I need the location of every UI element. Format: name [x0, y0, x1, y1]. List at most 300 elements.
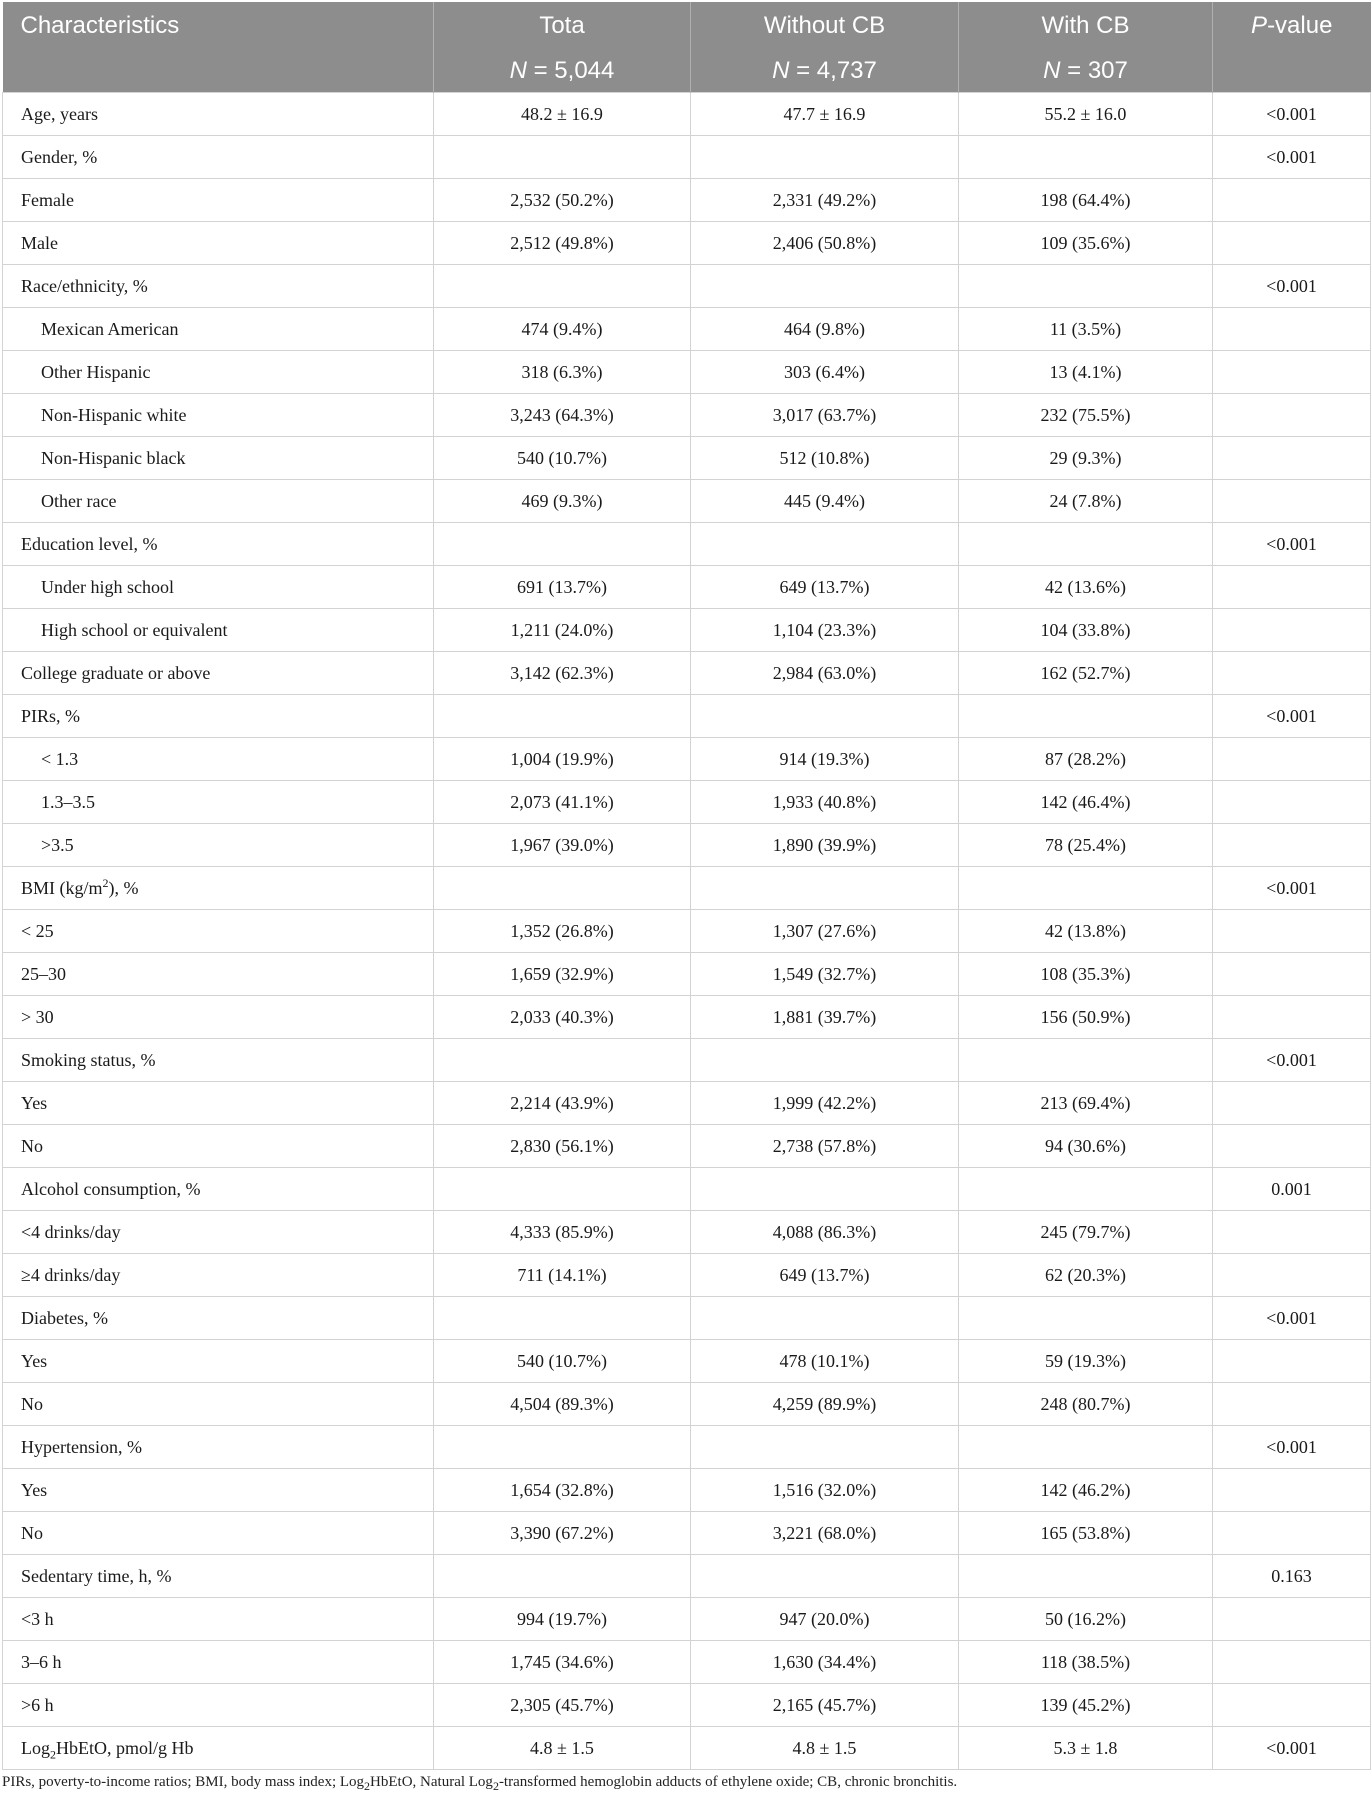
cell-without-cb — [691, 1168, 959, 1211]
row-label-text: Other Hispanic — [41, 361, 151, 382]
cell-without-cb: 2,738 (57.8%) — [691, 1125, 959, 1168]
cell-total — [434, 1426, 691, 1469]
table-row — [3, 953, 1371, 996]
cell-total: 1,745 (34.6%) — [434, 1641, 691, 1684]
table-row — [3, 1039, 1371, 1082]
row-label-text: ≥4 drinks/day — [21, 1264, 121, 1285]
table-row — [3, 136, 1371, 179]
row-label-text: <4 drinks/day — [21, 1221, 121, 1242]
cell-p-value: <0.001 — [1213, 136, 1371, 179]
row-label — [3, 1555, 434, 1598]
cell-p-value: <0.001 — [1213, 1727, 1371, 1770]
cell-p-value: <0.001 — [1213, 695, 1371, 738]
row-label — [3, 1340, 434, 1383]
table-row — [3, 1125, 1371, 1168]
cell-without-cb: 1,630 (34.4%) — [691, 1641, 959, 1684]
cell-without-cb: 2,984 (63.0%) — [691, 652, 959, 695]
table-row — [3, 1555, 1371, 1598]
row-label — [3, 1383, 434, 1426]
row-label-text: Diabetes, % — [21, 1307, 108, 1328]
cell-with-cb: 108 (35.3%) — [959, 953, 1213, 996]
row-label-text: Other race — [41, 490, 117, 511]
cell-with-cb: 78 (25.4%) — [959, 824, 1213, 867]
cell-p-value: <0.001 — [1213, 93, 1371, 136]
row-label-text: Hypertension, % — [21, 1436, 142, 1457]
row-label-text: Smoking status, % — [21, 1049, 156, 1070]
row-label-text: < 1.3 — [41, 748, 79, 769]
row-label-text: Gender, % — [21, 146, 98, 167]
row-label — [3, 523, 434, 566]
cell-p-value — [1213, 1125, 1371, 1168]
cell-without-cb: 3,221 (68.0%) — [691, 1512, 959, 1555]
cell-without-cb: 2,165 (45.7%) — [691, 1684, 959, 1727]
cell-p-value — [1213, 1598, 1371, 1641]
table-row — [3, 1641, 1371, 1684]
row-label-sup: 2 — [102, 875, 109, 890]
cell-total: 4,504 (89.3%) — [434, 1383, 691, 1426]
cell-total: 540 (10.7%) — [434, 1340, 691, 1383]
footnote-sub2: 2 — [492, 1779, 499, 1793]
row-label-text: >6 h — [21, 1694, 54, 1715]
cell-total — [434, 1297, 691, 1340]
row-label — [3, 1168, 434, 1211]
cell-without-cb: 1,549 (32.7%) — [691, 953, 959, 996]
cell-with-cb: 245 (79.7%) — [959, 1211, 1213, 1254]
cell-total: 994 (19.7%) — [434, 1598, 691, 1641]
row-label — [3, 695, 434, 738]
cell-with-cb: 142 (46.4%) — [959, 781, 1213, 824]
cell-p-value — [1213, 1082, 1371, 1125]
cell-with-cb: 198 (64.4%) — [959, 179, 1213, 222]
row-label-text: 1.3–3.5 — [41, 791, 95, 812]
table-row — [3, 523, 1371, 566]
cell-p-value — [1213, 1469, 1371, 1512]
row-label-text: > 30 — [21, 1006, 54, 1027]
cell-with-cb: 104 (33.8%) — [959, 609, 1213, 652]
cell-p-value — [1213, 394, 1371, 437]
row-label — [3, 652, 434, 695]
cell-total — [434, 523, 691, 566]
row-label — [3, 480, 434, 523]
cell-without-cb: 3,017 (63.7%) — [691, 394, 959, 437]
table-row — [3, 1512, 1371, 1555]
cell-p-value — [1213, 179, 1371, 222]
table-row — [3, 437, 1371, 480]
cell-with-cb: 42 (13.6%) — [959, 566, 1213, 609]
cell-without-cb: 2,331 (49.2%) — [691, 179, 959, 222]
cell-total: 474 (9.4%) — [434, 308, 691, 351]
cell-p-value — [1213, 1512, 1371, 1555]
cell-with-cb: 59 (19.3%) — [959, 1340, 1213, 1383]
cell-with-cb: 42 (13.8%) — [959, 910, 1213, 953]
row-label — [3, 1684, 434, 1727]
cell-with-cb: 62 (20.3%) — [959, 1254, 1213, 1297]
cell-total: 469 (9.3%) — [434, 480, 691, 523]
table-row — [3, 996, 1371, 1039]
cell-total: 711 (14.1%) — [434, 1254, 691, 1297]
header-p-rest: -value — [1267, 11, 1333, 39]
cell-p-value — [1213, 996, 1371, 1039]
footnote-part2: HbEtO, Natural Log — [370, 1774, 493, 1790]
cell-total — [434, 1039, 691, 1082]
cell-total: 3,243 (64.3%) — [434, 394, 691, 437]
header-n-without — [691, 49, 959, 93]
cell-without-cb: 1,104 (23.3%) — [691, 609, 959, 652]
n-label: N — [1043, 56, 1061, 84]
cell-without-cb: 1,890 (39.9%) — [691, 824, 959, 867]
cell-with-cb — [959, 695, 1213, 738]
cell-without-cb — [691, 695, 959, 738]
table-row — [3, 1168, 1371, 1211]
cell-with-cb: 11 (3.5%) — [959, 308, 1213, 351]
table-row — [3, 1727, 1371, 1770]
row-label-text: Yes — [21, 1092, 48, 1113]
row-label — [3, 953, 434, 996]
cell-p-value — [1213, 351, 1371, 394]
row-label-text: <3 h — [21, 1608, 54, 1629]
cell-p-value — [1213, 824, 1371, 867]
cell-p-value — [1213, 222, 1371, 265]
table-row — [3, 1469, 1371, 1512]
cell-total: 4,333 (85.9%) — [434, 1211, 691, 1254]
cell-without-cb — [691, 867, 959, 910]
row-label — [3, 566, 434, 609]
row-label — [3, 738, 434, 781]
cell-without-cb: 2,406 (50.8%) — [691, 222, 959, 265]
table-row — [3, 695, 1371, 738]
cell-total: 1,004 (19.9%) — [434, 738, 691, 781]
cell-with-cb — [959, 523, 1213, 566]
cell-without-cb — [691, 1426, 959, 1469]
n-label: N — [509, 56, 527, 84]
header-p-italic: P — [1251, 11, 1268, 39]
cell-p-value — [1213, 738, 1371, 781]
cell-without-cb: 303 (6.4%) — [691, 351, 959, 394]
cell-total — [434, 867, 691, 910]
cell-with-cb — [959, 867, 1213, 910]
cell-total: 48.2 ± 16.9 — [434, 93, 691, 136]
row-label-text: Education level, % — [21, 533, 158, 554]
row-label — [3, 1598, 434, 1641]
table-row — [3, 566, 1371, 609]
row-label — [3, 867, 434, 910]
cell-without-cb: 512 (10.8%) — [691, 437, 959, 480]
row-label-text: Non-Hispanic white — [41, 404, 187, 425]
cell-without-cb: 4,259 (89.9%) — [691, 1383, 959, 1426]
cell-without-cb — [691, 1297, 959, 1340]
cell-with-cb — [959, 1168, 1213, 1211]
table-row — [3, 1297, 1371, 1340]
cell-with-cb: 109 (35.6%) — [959, 222, 1213, 265]
cell-p-value — [1213, 308, 1371, 351]
row-label — [3, 1297, 434, 1340]
cell-p-value — [1213, 953, 1371, 996]
cell-total: 1,211 (24.0%) — [434, 609, 691, 652]
cell-total: 1,659 (32.9%) — [434, 953, 691, 996]
cell-p-value: <0.001 — [1213, 1039, 1371, 1082]
cell-total: 691 (13.7%) — [434, 566, 691, 609]
cell-without-cb: 478 (10.1%) — [691, 1340, 959, 1383]
table-row — [3, 1598, 1371, 1641]
cell-total: 2,830 (56.1%) — [434, 1125, 691, 1168]
row-label-text: No — [21, 1393, 43, 1414]
row-label — [3, 308, 434, 351]
row-label-text: Male — [21, 232, 58, 253]
row-label — [3, 437, 434, 480]
cell-p-value: <0.001 — [1213, 523, 1371, 566]
cell-with-cb: 162 (52.7%) — [959, 652, 1213, 695]
row-label-text: Under high school — [41, 576, 174, 597]
cell-without-cb: 4.8 ± 1.5 — [691, 1727, 959, 1770]
row-label-text: Mexican American — [41, 318, 179, 339]
row-label-text: 3–6 h — [21, 1651, 62, 1672]
table-container — [2, 2, 1370, 1770]
header-row — [3, 2, 1371, 49]
row-label — [3, 394, 434, 437]
row-label-text: Yes — [21, 1479, 48, 1500]
cell-p-value — [1213, 1684, 1371, 1727]
cell-p-value — [1213, 1340, 1371, 1383]
cell-with-cb — [959, 136, 1213, 179]
row-label-text: Age, years — [21, 103, 98, 124]
row-label-text: No — [21, 1522, 43, 1543]
cell-total: 2,033 (40.3%) — [434, 996, 691, 1039]
cell-without-cb: 1,516 (32.0%) — [691, 1469, 959, 1512]
cell-p-value: <0.001 — [1213, 1426, 1371, 1469]
table-row — [3, 179, 1371, 222]
row-label-tail: ), % — [108, 877, 139, 898]
n-without-value: = 4,737 — [789, 56, 877, 84]
row-label-sub: 2 — [50, 1747, 56, 1762]
row-label — [3, 996, 434, 1039]
row-label — [3, 910, 434, 953]
row-label — [3, 222, 434, 265]
row-label — [3, 781, 434, 824]
row-label-text: High school or equivalent — [41, 619, 228, 640]
footnote-part1: PIRs, poverty-to-income ratios; BMI, body mass index; Log — [2, 1774, 365, 1790]
header-n-p-blank — [1213, 49, 1371, 93]
cell-without-cb: 649 (13.7%) — [691, 1254, 959, 1297]
cell-p-value — [1213, 781, 1371, 824]
cell-total: 1,352 (26.8%) — [434, 910, 691, 953]
cell-p-value — [1213, 1211, 1371, 1254]
row-label-text: Race/ethnicity, % — [21, 275, 148, 296]
table-row — [3, 781, 1371, 824]
cell-total: 1,654 (32.8%) — [434, 1469, 691, 1512]
cell-without-cb: 1,999 (42.2%) — [691, 1082, 959, 1125]
cell-total — [434, 695, 691, 738]
cell-with-cb — [959, 1426, 1213, 1469]
cell-without-cb: 914 (19.3%) — [691, 738, 959, 781]
cell-p-value — [1213, 1641, 1371, 1684]
cell-total: 2,532 (50.2%) — [434, 179, 691, 222]
cell-with-cb: 142 (46.2%) — [959, 1469, 1213, 1512]
cell-total: 2,512 (49.8%) — [434, 222, 691, 265]
cell-without-cb — [691, 523, 959, 566]
table-footnote — [2, 1774, 957, 1791]
row-label — [3, 609, 434, 652]
footnote-sub: 2 — [364, 1779, 371, 1793]
row-label-text: Sedentary time, h, % — [21, 1565, 172, 1586]
cell-with-cb — [959, 1039, 1213, 1082]
cell-without-cb: 1,307 (27.6%) — [691, 910, 959, 953]
row-label — [3, 1039, 434, 1082]
cell-p-value: <0.001 — [1213, 867, 1371, 910]
cell-total — [434, 136, 691, 179]
cell-total — [434, 1555, 691, 1598]
cell-with-cb: 213 (69.4%) — [959, 1082, 1213, 1125]
cell-with-cb: 24 (7.8%) — [959, 480, 1213, 523]
row-label — [3, 265, 434, 308]
header-n-blank — [3, 49, 434, 93]
cell-with-cb: 55.2 ± 16.0 — [959, 93, 1213, 136]
table-row — [3, 1082, 1371, 1125]
table-row — [3, 652, 1371, 695]
cell-with-cb: 139 (45.2%) — [959, 1684, 1213, 1727]
cell-p-value: <0.001 — [1213, 265, 1371, 308]
header-total: Tota — [434, 2, 691, 49]
cell-total — [434, 1168, 691, 1211]
cell-p-value — [1213, 910, 1371, 953]
row-label — [3, 1426, 434, 1469]
row-label — [3, 1125, 434, 1168]
cell-with-cb: 118 (38.5%) — [959, 1641, 1213, 1684]
row-label — [3, 1727, 434, 1770]
table-row — [3, 910, 1371, 953]
cell-with-cb: 5.3 ± 1.8 — [959, 1727, 1213, 1770]
cell-with-cb — [959, 265, 1213, 308]
header-p-value — [1213, 2, 1371, 49]
cell-without-cb: 1,933 (40.8%) — [691, 781, 959, 824]
cell-without-cb — [691, 1039, 959, 1082]
table-row — [3, 1383, 1371, 1426]
table-row — [3, 1684, 1371, 1727]
row-label — [3, 1082, 434, 1125]
cell-total: 2,305 (45.7%) — [434, 1684, 691, 1727]
header-n-total — [434, 49, 691, 93]
cell-total: 3,142 (62.3%) — [434, 652, 691, 695]
cell-total: 2,073 (41.1%) — [434, 781, 691, 824]
row-label-text: < 25 — [21, 920, 54, 941]
cell-total: 318 (6.3%) — [434, 351, 691, 394]
table-row — [3, 394, 1371, 437]
cell-without-cb: 4,088 (86.3%) — [691, 1211, 959, 1254]
cell-without-cb: 947 (20.0%) — [691, 1598, 959, 1641]
cell-without-cb: 47.7 ± 16.9 — [691, 93, 959, 136]
row-label-text: Yes — [21, 1350, 48, 1371]
cell-with-cb — [959, 1555, 1213, 1598]
footnote-part3: -transformed hemoglobin adducts of ethylene oxide; CB, chronic bronchitis. — [498, 1774, 958, 1790]
cell-p-value: 0.001 — [1213, 1168, 1371, 1211]
cell-p-value — [1213, 1383, 1371, 1426]
row-label-text: College graduate or above — [21, 662, 211, 683]
row-label-text: 25–30 — [21, 963, 66, 984]
cell-without-cb — [691, 1555, 959, 1598]
cell-without-cb: 1,881 (39.7%) — [691, 996, 959, 1039]
cell-total: 2,214 (43.9%) — [434, 1082, 691, 1125]
table-row — [3, 1426, 1371, 1469]
cell-p-value — [1213, 652, 1371, 695]
table-row — [3, 351, 1371, 394]
cell-p-value: 0.163 — [1213, 1555, 1371, 1598]
table-row — [3, 1254, 1371, 1297]
cell-p-value — [1213, 566, 1371, 609]
header-without-cb: Without CB — [691, 2, 959, 49]
n-label: N — [772, 56, 790, 84]
row-label — [3, 179, 434, 222]
cell-without-cb — [691, 136, 959, 179]
table-row — [3, 609, 1371, 652]
table-body — [3, 93, 1371, 1770]
table-row — [3, 480, 1371, 523]
table-row — [3, 824, 1371, 867]
cell-without-cb: 649 (13.7%) — [691, 566, 959, 609]
cell-p-value — [1213, 437, 1371, 480]
row-label — [3, 1254, 434, 1297]
row-label — [3, 1469, 434, 1512]
cell-total: 4.8 ± 1.5 — [434, 1727, 691, 1770]
cell-p-value — [1213, 1254, 1371, 1297]
header-with-cb: With CB — [959, 2, 1213, 49]
cell-with-cb — [959, 1297, 1213, 1340]
row-label — [3, 824, 434, 867]
table-row — [3, 1211, 1371, 1254]
row-label-text: PIRs, % — [21, 705, 81, 726]
table-row — [3, 93, 1371, 136]
table-row — [3, 265, 1371, 308]
header-n-with — [959, 49, 1213, 93]
cell-with-cb: 13 (4.1%) — [959, 351, 1213, 394]
cell-p-value: <0.001 — [1213, 1297, 1371, 1340]
cell-p-value — [1213, 480, 1371, 523]
cell-p-value — [1213, 609, 1371, 652]
row-label-text: >3.5 — [41, 834, 74, 855]
cell-with-cb: 29 (9.3%) — [959, 437, 1213, 480]
cell-with-cb: 50 (16.2%) — [959, 1598, 1213, 1641]
row-label — [3, 1211, 434, 1254]
table-row — [3, 222, 1371, 265]
table-row — [3, 308, 1371, 351]
cell-total — [434, 265, 691, 308]
cell-with-cb: 94 (30.6%) — [959, 1125, 1213, 1168]
cell-with-cb: 156 (50.9%) — [959, 996, 1213, 1039]
n-total-value: = 5,044 — [526, 56, 615, 84]
n-with-value: = 307 — [1060, 56, 1128, 84]
row-label-text: Alcohol consumption, % — [21, 1178, 201, 1199]
row-label — [3, 1641, 434, 1684]
row-label — [3, 1512, 434, 1555]
row-label-tail: HbEtO, pmol/g Hb — [56, 1737, 194, 1758]
row-label-text: Log — [21, 1737, 50, 1758]
cell-with-cb: 248 (80.7%) — [959, 1383, 1213, 1426]
cell-total: 540 (10.7%) — [434, 437, 691, 480]
cell-total: 3,390 (67.2%) — [434, 1512, 691, 1555]
row-label — [3, 93, 434, 136]
cell-with-cb: 87 (28.2%) — [959, 738, 1213, 781]
cell-without-cb: 464 (9.8%) — [691, 308, 959, 351]
cell-with-cb: 165 (53.8%) — [959, 1512, 1213, 1555]
header-characteristics: Characteristics — [3, 2, 434, 49]
characteristics-table — [2, 2, 1371, 1770]
table-row — [3, 867, 1371, 910]
cell-total: 1,967 (39.0%) — [434, 824, 691, 867]
table-row — [3, 1340, 1371, 1383]
cell-with-cb: 232 (75.5%) — [959, 394, 1213, 437]
cell-without-cb: 445 (9.4%) — [691, 480, 959, 523]
row-label-text: Female — [21, 189, 74, 210]
row-label-text: BMI (kg/m — [21, 877, 103, 898]
row-label — [3, 351, 434, 394]
